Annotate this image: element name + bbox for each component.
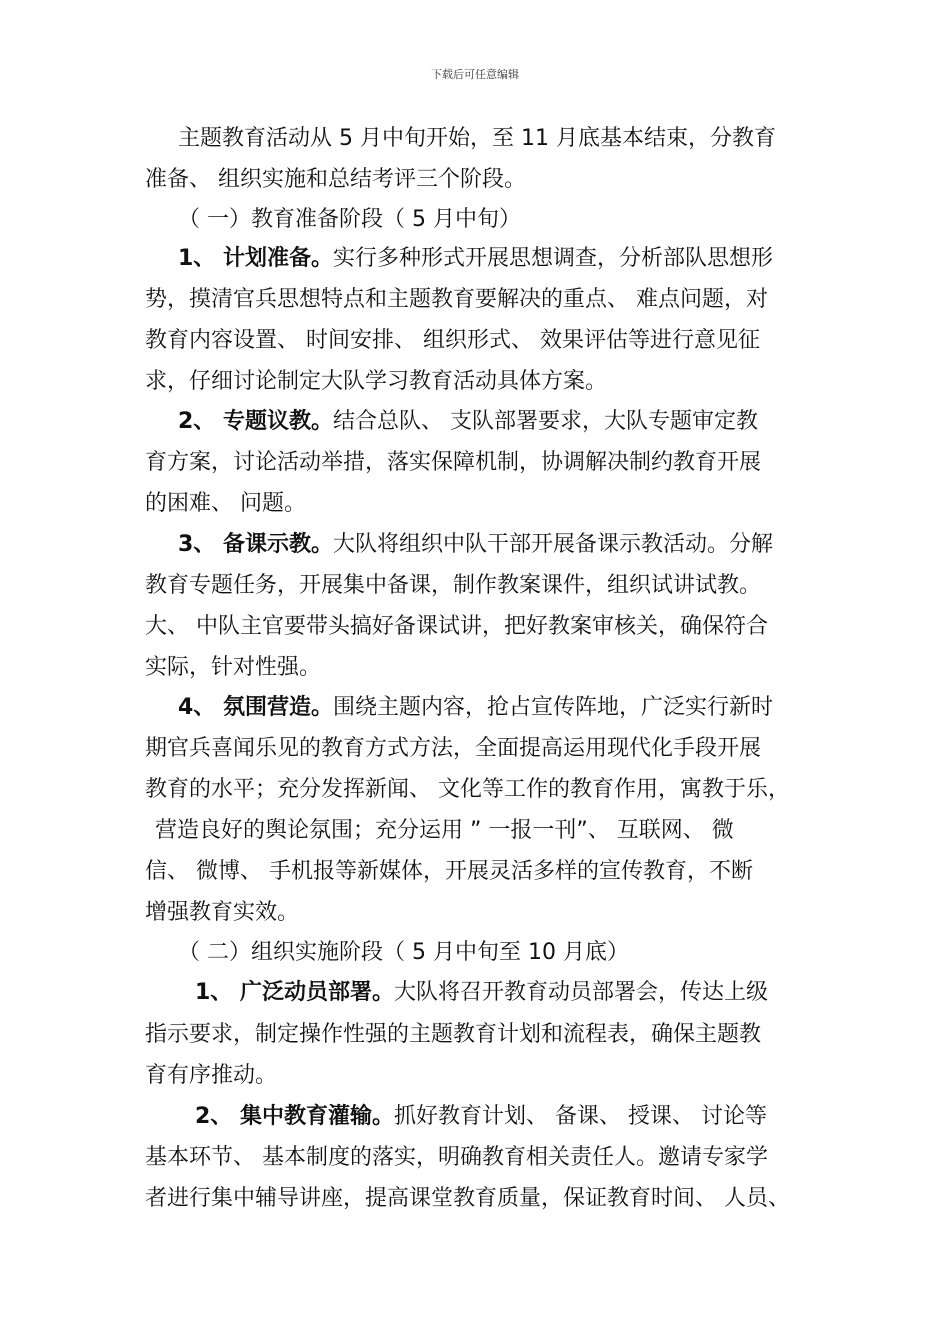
text-span: 大、 中队主官要带头搞好备课试讲，把好教案审核关，确保符合 <box>145 614 768 639</box>
text-span: 结合总队、 支队部署要求，大队专题审定教 <box>332 409 758 434</box>
text-span: 实际，针对性强。 <box>145 655 322 680</box>
text-line <box>178 407 758 437</box>
bold-heading-span: 1、 广泛动员部署。 <box>195 980 394 1005</box>
text-line <box>145 1184 790 1214</box>
text-line <box>145 857 753 887</box>
text-line <box>145 612 768 642</box>
text-line <box>178 205 521 235</box>
text-line <box>145 734 761 764</box>
text-line <box>145 1143 768 1173</box>
text-span: 围绕主题内容，抢占宣传阵地，广泛实行新时 <box>332 695 773 720</box>
text-line <box>145 367 607 397</box>
text-span: 的困难、 问题。 <box>145 491 306 516</box>
text-line <box>145 571 761 601</box>
text-line <box>178 693 773 723</box>
text-span: 期官兵喜闻乐见的教育方式方法，全面提高运用现代化手段开展 <box>145 736 762 761</box>
text-span: 营造良好的舆论氛围；充分运用 ” 一报一刊”、 互联网、 微 <box>155 818 734 843</box>
bold-heading-span: 3、 备课示教。 <box>178 532 333 557</box>
text-line <box>145 898 299 928</box>
text-span: 指示要求，制定操作性强的主题教育计划和流程表，确保主题教 <box>145 1022 762 1047</box>
text-line <box>155 816 734 846</box>
text-line <box>145 448 761 478</box>
text-line <box>178 530 773 560</box>
text-span: （ 一）教育准备阶段（ 5 月中旬） <box>178 207 521 232</box>
bold-heading-span: 2、 集中教育灌输。 <box>195 1104 394 1129</box>
text-span: 育方案，讨论活动举措，落实保障机制，协调解决制约教育开展 <box>145 450 762 475</box>
text-span: 育有序推动。 <box>145 1063 278 1088</box>
text-span: 信、 微博、 手机报等新媒体，开展灵活多样的宣传教育，不断 <box>145 859 753 884</box>
text-span: 大队将组织中队干部开展备课示教活动。分解 <box>332 532 773 557</box>
text-span: 势，摸清官兵思想特点和主题教育要解决的重点、 难点问题，对 <box>145 287 768 312</box>
text-line <box>145 489 306 519</box>
text-span: 教育专题任务，开展集中备课，制作教案课件，组织试讲试教。 <box>145 573 762 598</box>
bold-heading-span: 1、 计划准备。 <box>178 246 333 271</box>
text-line <box>195 978 768 1008</box>
bold-heading-span: 2、 专题议教。 <box>178 409 333 434</box>
text-span: 抓好教育计划、 备课、 授课、 讨论等 <box>393 1104 767 1129</box>
text-line <box>145 775 790 805</box>
text-span: （ 二）组织实施阶段（ 5 月中旬至 10 月底） <box>178 940 629 965</box>
text-line <box>178 124 776 154</box>
text-line <box>145 326 760 356</box>
text-span: 基本环节、 基本制度的落实，明确教育相关责任人。邀请专家学 <box>145 1145 768 1170</box>
text-line <box>145 653 321 683</box>
text-span: 者进行集中辅导讲座，提高课堂教育质量，保证教育时间、 人员、 <box>145 1186 790 1211</box>
text-span: 教育的水平；充分发挥新闻、 文化等工作的教育作用，寓教于乐， <box>145 777 790 802</box>
page-header: 下载后可任意编辑 <box>431 68 519 81</box>
text-span: 实行多种形式开展思想调查，分析部队思想形 <box>332 246 773 271</box>
text-span: 增强教育实效。 <box>145 900 300 925</box>
text-line <box>145 1061 277 1091</box>
text-line <box>145 285 768 315</box>
text-span: 求，仔细讨论制定大队学习教育活动具体方案。 <box>145 369 608 394</box>
text-span: 主题教育活动从 5 月中旬开始，至 11 月底基本结束，分教育 <box>178 126 776 151</box>
text-span: 大队将召开教育动员部署会，传达上级 <box>393 980 768 1005</box>
text-line <box>145 165 526 195</box>
text-span: 准备、 组织实施和总结考评三个阶段。 <box>145 167 526 192</box>
text-line <box>178 244 773 274</box>
text-line <box>195 1102 767 1132</box>
bold-heading-span: 4、 氛围营造。 <box>178 695 333 720</box>
text-line <box>145 1020 761 1050</box>
text-line <box>178 938 629 968</box>
text-span: 教育内容设置、 时间安排、 组织形式、 效果评估等进行意见征 <box>145 328 760 353</box>
